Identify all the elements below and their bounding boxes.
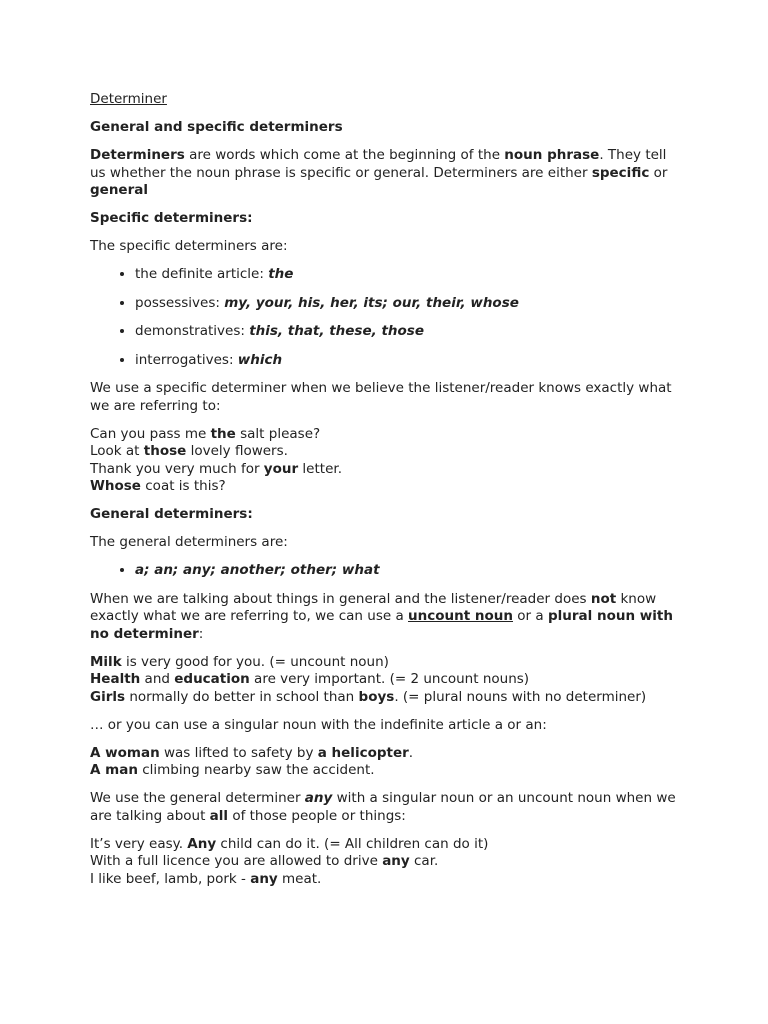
- list-item-label: the definite article:: [135, 266, 269, 282]
- example-keyword: A man: [90, 762, 138, 778]
- term-not: not: [590, 590, 617, 607]
- example-keyword: A woman: [90, 744, 160, 761]
- example-determiner: those: [143, 443, 187, 459]
- example-text: climbing nearby saw the accident.: [137, 762, 375, 778]
- specific-determiners-list: [90, 266, 680, 369]
- intro-text-2: . They tell us whether the noun phrase is specific or general. Determiners are either: [90, 147, 667, 181]
- general-paragraph-2: … or you can use a singular noun with the indefinite article a or an:: [90, 716, 547, 733]
- list-item: [135, 323, 680, 341]
- term-plural-noun: plural noun with no determiner: [90, 608, 673, 642]
- term-uncount-noun: uncount noun: [408, 608, 513, 624]
- example-keyword: a helicopter: [317, 744, 409, 761]
- paragraph-text: We use the general determiner: [90, 790, 305, 806]
- specific-usage: We use a specific determiner when we believe the listener/reader knows exactly what we are referring to:: [90, 380, 672, 414]
- term-all: all: [209, 807, 229, 824]
- example-keyword: Girls: [90, 688, 126, 705]
- example-text: Can you pass me: [90, 425, 211, 442]
- list-item-words: this, that, these, those: [249, 323, 424, 339]
- list-item-label: interrogatives:: [135, 351, 238, 368]
- example-text: letter.: [298, 460, 342, 477]
- general-heading: [90, 506, 680, 524]
- general-paragraph-3: [90, 790, 680, 825]
- example-keyword: Any: [187, 835, 217, 852]
- paragraph-text: When we are talking about things in general and the listener/reader does: [90, 590, 591, 607]
- paragraph-text: of those people or things:: [228, 807, 406, 824]
- example-text: It’s very easy.: [90, 835, 188, 852]
- example-determiner: Whose: [90, 478, 141, 494]
- example-text: are very important. (= 2 uncount nouns): [249, 671, 530, 687]
- list-item: [135, 295, 680, 313]
- example-text: coat is this?: [140, 478, 226, 494]
- example-text: lovely flowers.: [186, 443, 288, 459]
- list-item: [135, 266, 680, 284]
- example-text: and: [140, 671, 175, 687]
- example-text: Look at: [90, 443, 144, 459]
- example-text: is very good for you. (= uncount noun): [121, 653, 389, 670]
- general-lead: The general determiners are:: [90, 534, 288, 550]
- example-text: salt please?: [235, 425, 321, 442]
- example-text: meat.: [277, 870, 322, 887]
- list-item-words: a; an; any; another; other; what: [135, 562, 380, 578]
- example-text: .: [408, 744, 414, 761]
- example-text: . (= plural nouns with no determiner): [394, 688, 647, 705]
- general-examples-3: [90, 836, 680, 889]
- example-text: Thank you very much for: [90, 460, 264, 477]
- example-keyword: any: [382, 853, 410, 869]
- general-paragraph-1: [90, 591, 680, 644]
- example-text: I like beef, lamb, pork -: [90, 870, 251, 887]
- list-item-label: demonstratives:: [135, 323, 250, 339]
- general-determiners-list: [90, 562, 680, 580]
- general-examples-2: [90, 745, 680, 780]
- paragraph-text: :: [198, 625, 204, 642]
- term-noun-phrase: noun phrase: [504, 147, 600, 163]
- term-specific: specific: [591, 164, 650, 181]
- general-examples-1: [90, 654, 680, 707]
- specific-lead: The specific determiners are:: [90, 238, 288, 254]
- example-keyword: boys: [358, 688, 395, 705]
- example-keyword: Health: [90, 671, 141, 687]
- paragraph-text: know exactly what we are referring to, we can use a: [90, 590, 657, 624]
- term-any: any: [304, 790, 333, 806]
- paragraph-text: or a: [513, 608, 548, 624]
- specific-heading: [90, 210, 680, 228]
- example-text: car.: [409, 853, 439, 869]
- list-item: [135, 562, 680, 580]
- example-keyword: Milk: [90, 653, 122, 670]
- intro-text-1: are words which come at the beginning of the: [184, 147, 505, 163]
- list-item-words: my, your, his, her, its; our, their, whose: [224, 294, 519, 311]
- example-text: normally do better in school than: [125, 688, 359, 705]
- specific-examples: [90, 426, 680, 496]
- list-item-label: possessives:: [135, 294, 225, 311]
- general-heading-text: General determiners:: [90, 506, 253, 522]
- list-item-words: which: [237, 351, 283, 368]
- example-text: With a full licence you are allowed to drive: [90, 853, 383, 869]
- document-heading: Determiner: [90, 91, 167, 107]
- intro-paragraph: [90, 147, 680, 200]
- paragraph-text: with a singular noun or an uncount noun when we are talking about: [90, 790, 676, 824]
- example-text: child can do it. (= All children can do it): [216, 835, 489, 852]
- document-page: [90, 91, 680, 899]
- example-determiner: the: [210, 425, 236, 442]
- list-item: [135, 352, 680, 370]
- section-title: [90, 119, 680, 137]
- term-general: general: [90, 182, 148, 198]
- intro-text-3: or: [649, 164, 668, 181]
- example-keyword: any: [250, 870, 278, 887]
- example-text: was lifted to safety by: [159, 744, 318, 761]
- term-determiners: Determiners: [90, 147, 185, 163]
- example-keyword: education: [174, 671, 250, 687]
- example-determiner: your: [263, 460, 299, 477]
- specific-heading-text: Specific determiners:: [90, 210, 253, 226]
- section-title-text: General and specific determiners: [90, 119, 343, 135]
- list-item-words: the: [268, 266, 294, 282]
